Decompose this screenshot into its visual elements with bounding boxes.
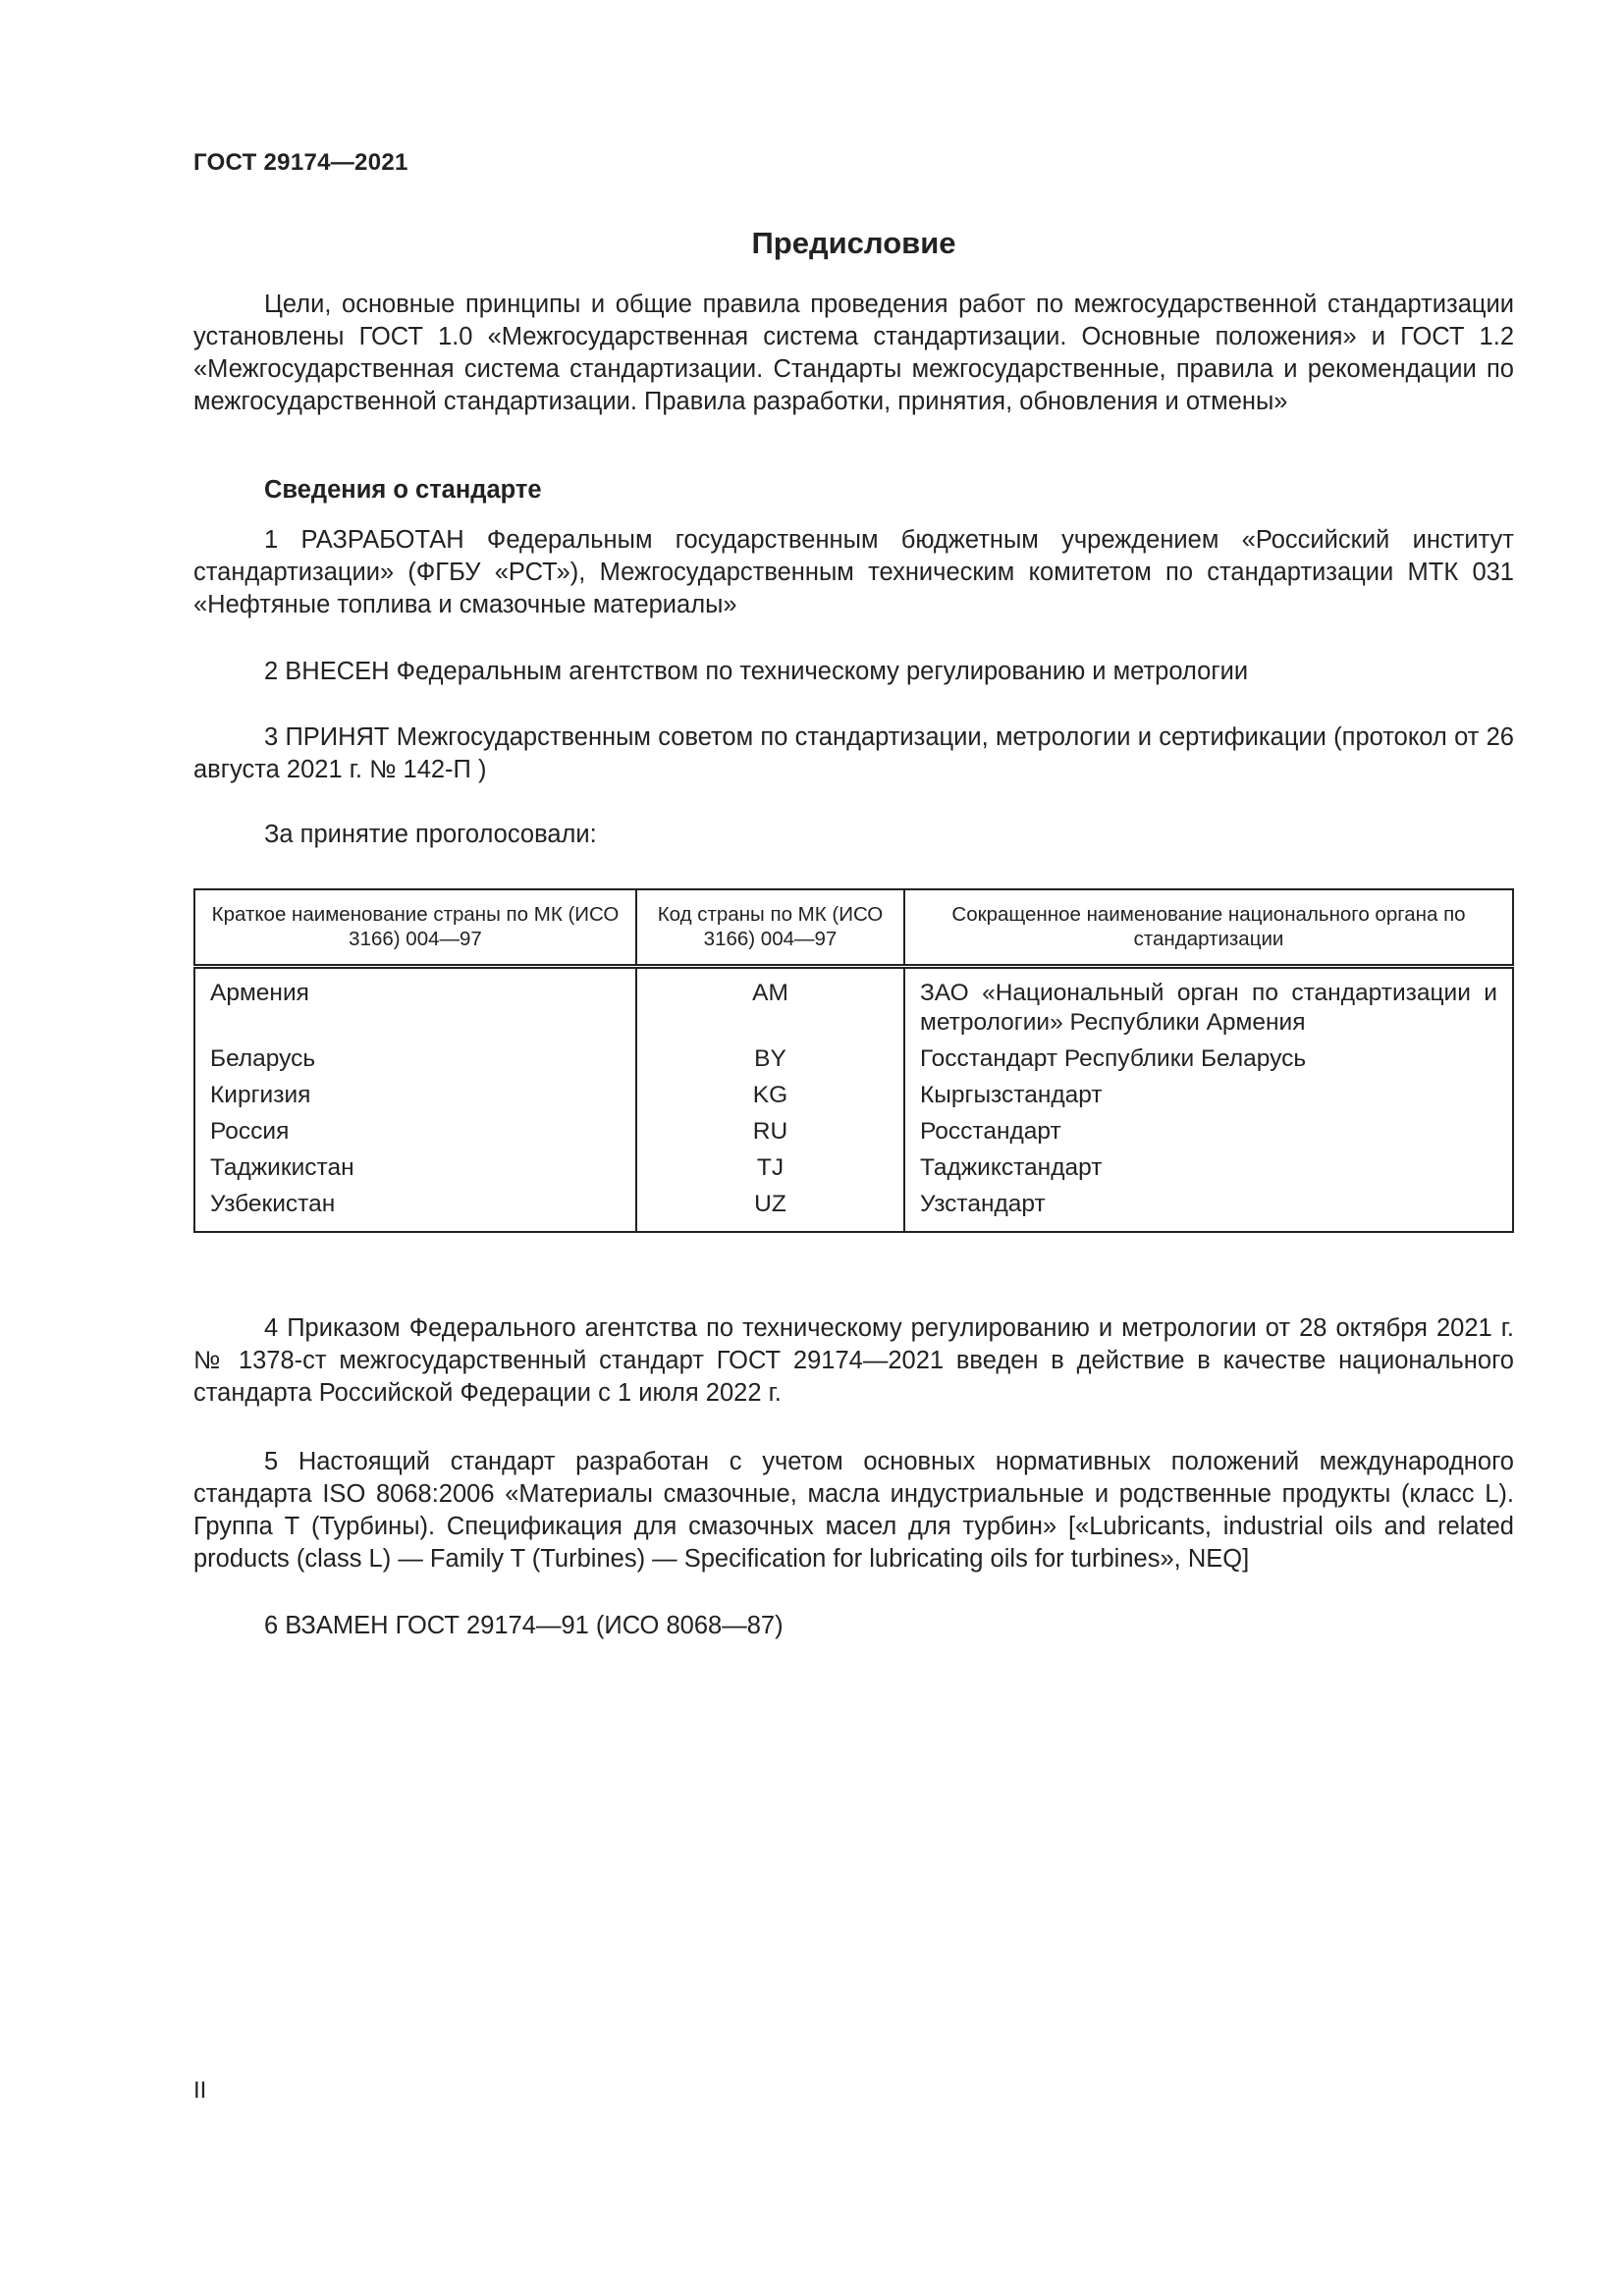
organ-cell: Росстандарт bbox=[904, 1113, 1513, 1149]
item-3-paragraph: 3 ПРИНЯТ Межгосударственным советом по стандартизации, метрологии и сертификации (протокол от 26 августа 2021 г. № 142-П ) bbox=[193, 723, 1514, 783]
page-number: II bbox=[193, 2077, 207, 2104]
item-4-paragraph: 4 Приказом Федерального агентства по техническому регулированию и метрологии от 28 октября 2021 г. № 1378-ст межгосударственный стандарт ГОСТ 29174—2021 введен в действие в качестве национального стандарта Российской Федерации с 1 июля 2022 г. bbox=[193, 1314, 1514, 1407]
item-5-paragraph: 5 Настоящий стандарт разработан с учетом основных нормативных положений международного стандарта ISO 8068:2006 «Материалы смазочные, масла индустриальные и родственные продукты (класс L). Группа Т (Турбины). Спецификация для смазочных масел для турбин» [«Lubricants, industrial oils and related products (class L) — Family T (Turbines) — Specification for lubricating oils for turbines», NEQ] bbox=[193, 1448, 1514, 1573]
section-heading: Сведения о стандарте bbox=[264, 476, 542, 504]
column-header-country: Краткое наименование страны по МК (ИСО 3166) 004—97 bbox=[194, 889, 636, 967]
country-cell: Россия bbox=[194, 1113, 636, 1149]
column-header-organ: Сокращенное наименование национального органа по стандартизации bbox=[904, 889, 1513, 967]
voted-label: За принятие проголосовали: bbox=[264, 821, 597, 848]
code-cell: AM bbox=[636, 967, 904, 1041]
item-6-paragraph: 6 ВЗАМЕН ГОСТ 29174—91 (ИСО 8068—87) bbox=[264, 1612, 784, 1639]
country-cell: Беларусь bbox=[194, 1041, 636, 1077]
table-row bbox=[194, 1041, 1513, 1077]
item-1-paragraph: 1 РАЗРАБОТАН Федеральным государственным бюджетным учреждением «Российский институт стандартизации» (ФГБУ «РСТ»), Межгосударственным техническим комитетом по стандартизации МТК 031 «Нефтяные топлива и смазочные материалы» bbox=[193, 526, 1514, 618]
table-row bbox=[194, 1077, 1513, 1113]
country-cell: Таджикистан bbox=[194, 1149, 636, 1186]
country-cell: Армения bbox=[194, 967, 636, 1041]
column-header-code: Код страны по МК (ИСО 3166) 004—97 bbox=[636, 889, 904, 967]
member-states-table bbox=[193, 888, 1514, 1233]
country-cell: Киргизия bbox=[194, 1077, 636, 1113]
page-title: Предисловие bbox=[751, 226, 956, 260]
organ-cell: Таджикстандарт bbox=[904, 1149, 1513, 1186]
item-2-paragraph: 2 ВНЕСЕН Федеральным агентством по техническому регулированию и метрологии bbox=[264, 658, 1249, 685]
code-cell: KG bbox=[636, 1077, 904, 1113]
table-row bbox=[194, 1149, 1513, 1186]
table-header-row bbox=[194, 889, 1513, 967]
organ-cell: ЗАО «Национальный орган по стандартизации и метрологии» Республики Армения bbox=[904, 967, 1513, 1041]
intro-paragraph: Цели, основные принципы и общие правила проведения работ по межгосударственной стандартизации установлены ГОСТ 1.0 «Межгосударственная система стандартизации. Основные положения» и ГОСТ 1.2 «Межгосударственная система стандартизации. Стандарты межгосударственные, правила и рекомендации по межгосударственной стандартизации. Правила разработки, принятия, обновления и отмены» bbox=[193, 291, 1514, 415]
code-cell: UZ bbox=[636, 1186, 904, 1232]
table-row bbox=[194, 1186, 1513, 1232]
organ-cell: Госстандарт Республики Беларусь bbox=[904, 1041, 1513, 1077]
code-cell: RU bbox=[636, 1113, 904, 1149]
code-cell: TJ bbox=[636, 1149, 904, 1186]
code-cell: BY bbox=[636, 1041, 904, 1077]
organ-cell: Узстандарт bbox=[904, 1186, 1513, 1232]
organ-cell: Кыргызстандарт bbox=[904, 1077, 1513, 1113]
table-row bbox=[194, 1113, 1513, 1149]
country-cell: Узбекистан bbox=[194, 1186, 636, 1232]
table-row bbox=[194, 967, 1513, 1041]
document-id: ГОСТ 29174—2021 bbox=[193, 149, 408, 176]
